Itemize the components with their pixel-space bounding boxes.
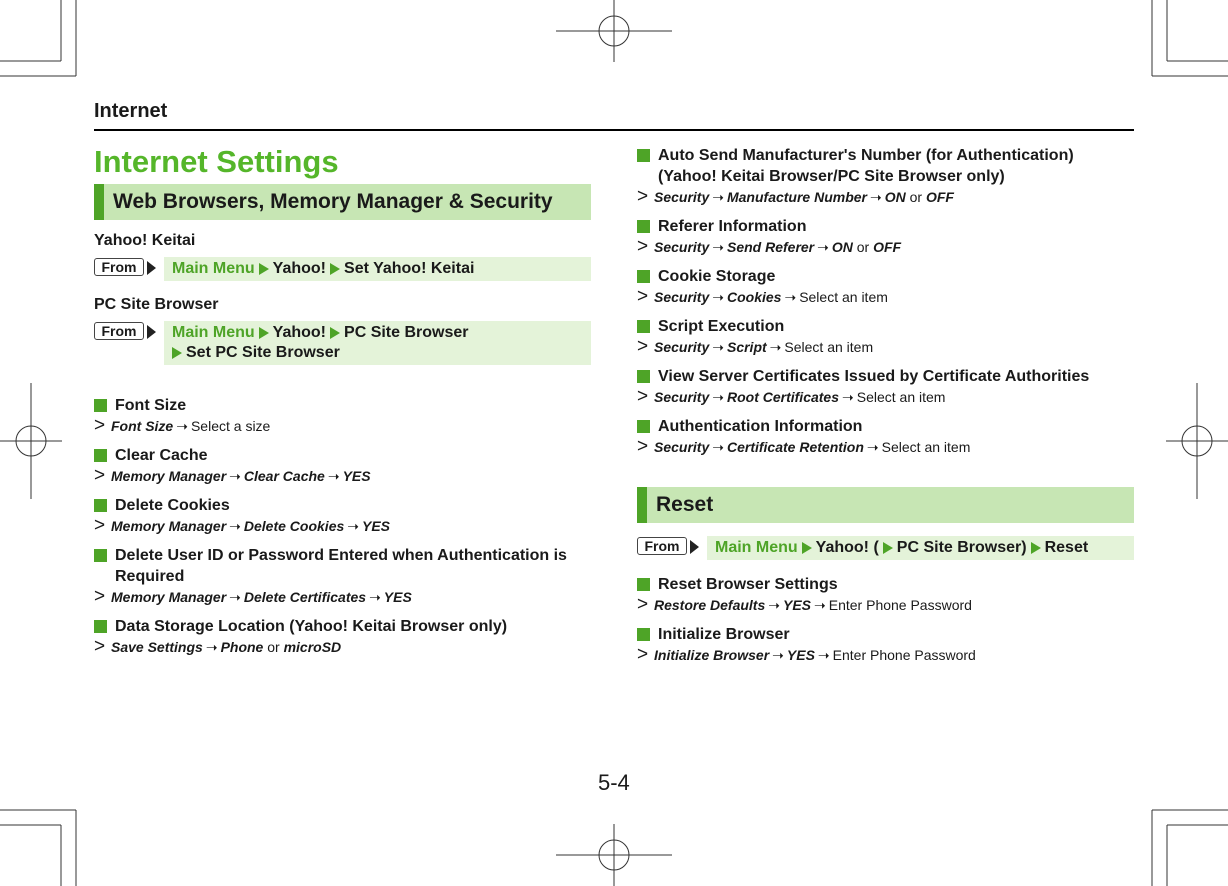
item-path (637, 287, 1134, 307)
arrow-right-icon: ➝ (229, 589, 241, 605)
path-key: Delete Cookies (243, 518, 345, 534)
path-key: Memory Manager (111, 518, 227, 534)
path-key: Send Referer (726, 239, 815, 255)
bullet-square-icon (94, 399, 107, 412)
from-arrow-icon (147, 261, 156, 275)
item-title: View Server Certificates Issued by Certificate Authorities (658, 368, 1090, 385)
path-key: Restore Defaults (654, 597, 766, 613)
item-title: Auto Send Manufacturer's Number (for Authentication) (Yahoo! Keitai Browser/PC Site Browser only) (658, 147, 1074, 185)
path-key: Memory Manager (111, 468, 227, 484)
arrow-right-icon: ➝ (768, 597, 780, 613)
path-key: Clear Cache (243, 468, 325, 484)
bullet-square-icon (94, 449, 107, 462)
route-step: PC Site Browser (344, 324, 469, 341)
arrow-right-icon: ➝ (229, 468, 241, 484)
item-title: Authentication Information (658, 418, 863, 435)
chevron-right-icon: > (94, 515, 106, 536)
item-path (94, 516, 591, 536)
right-column (637, 145, 1134, 665)
chevron-right-icon: > (637, 236, 649, 257)
triangle-right-icon (330, 263, 340, 275)
item-reset-browser (637, 574, 1134, 615)
triangle-right-icon (259, 327, 269, 339)
route-box (164, 321, 591, 365)
path-key: OFF (925, 189, 954, 205)
path-key: microSD (283, 639, 342, 655)
bullet-square-icon (637, 578, 650, 591)
path-text: Enter Phone Password (832, 647, 976, 663)
item-path (94, 587, 591, 607)
page-number: 5-4 (598, 770, 630, 795)
route-step: Yahoo! ( (815, 539, 879, 556)
heading-accent-bar (637, 487, 647, 523)
arrow-right-icon: ➝ (712, 239, 724, 255)
route-step: Yahoo! (272, 260, 327, 277)
heading-label: Web Browsers, Memory Manager & Security (113, 190, 553, 213)
item-path (94, 466, 591, 486)
triangle-right-icon (1031, 542, 1041, 554)
path-key: OFF (873, 239, 902, 255)
route-step: Main Menu (715, 539, 798, 556)
arrow-right-icon: ➝ (784, 289, 797, 305)
from-arrow-icon (147, 325, 156, 339)
bullet-square-icon (637, 220, 650, 233)
item-path (637, 595, 1134, 615)
item-path (94, 637, 591, 657)
yahoo-keitai-route (94, 257, 591, 281)
path-key: Security (654, 289, 710, 305)
route-step: Reset (1044, 539, 1089, 556)
arrow-right-icon: ➝ (712, 289, 724, 305)
path-text: or (909, 189, 923, 205)
item-clear-cache (94, 445, 591, 486)
path-key: Root Certificates (726, 389, 840, 405)
item-title: Delete User ID or Password Entered when Authentication is Required (115, 547, 567, 585)
item-script-execution (637, 316, 1134, 357)
path-text: Select an item (881, 439, 971, 455)
path-key: Memory Manager (111, 589, 227, 605)
chevron-right-icon: > (94, 586, 106, 607)
path-key: Security (654, 189, 710, 205)
route-box (707, 536, 1134, 560)
arrow-right-icon: ➝ (712, 189, 724, 205)
path-key: Script (726, 339, 767, 355)
bullet-square-icon (94, 620, 107, 633)
item-font-size (94, 395, 591, 436)
item-title: Referer Information (658, 218, 807, 235)
chevron-right-icon: > (637, 186, 649, 207)
web-browsers-heading (94, 184, 591, 220)
path-key: ON (884, 189, 906, 205)
arrow-right-icon: ➝ (712, 389, 724, 405)
path-key: Cookies (726, 289, 782, 305)
path-key: Security (654, 389, 710, 405)
path-text: Select an item (784, 339, 874, 355)
triangle-right-icon (172, 347, 182, 359)
item-delete-user-id (94, 545, 591, 607)
arrow-right-icon: ➝ (769, 339, 782, 355)
triangle-right-icon (330, 327, 340, 339)
path-text: Select an item (799, 289, 888, 305)
path-key: Save Settings (111, 639, 203, 655)
arrow-right-icon: ➝ (817, 647, 830, 663)
arrow-right-icon: ➝ (369, 589, 381, 605)
bullet-square-icon (637, 370, 650, 383)
path-key: YES (362, 518, 391, 534)
bullet-square-icon (637, 149, 650, 162)
arrow-right-icon: ➝ (176, 418, 188, 434)
arrow-right-icon: ➝ (327, 468, 340, 484)
path-key: YES (383, 589, 412, 605)
reset-heading (637, 487, 1134, 523)
path-key: Phone (220, 639, 264, 655)
item-delete-cookies (94, 495, 591, 536)
route-step: PC Site Browser) (896, 539, 1027, 556)
path-key: Initialize Browser (654, 647, 770, 663)
chevron-right-icon: > (94, 636, 106, 657)
bullet-square-icon (94, 499, 107, 512)
item-path (637, 387, 1134, 407)
arrow-right-icon: ➝ (866, 439, 879, 455)
path-key: Security (654, 439, 710, 455)
arrow-right-icon: ➝ (712, 439, 724, 455)
item-title: Cookie Storage (658, 268, 776, 285)
item-path (637, 645, 1134, 665)
page-title: Internet Settings (94, 144, 339, 179)
path-key: YES (783, 597, 812, 613)
path-key: ON (831, 239, 853, 255)
from-tab: From (637, 537, 687, 555)
item-cookie-storage (637, 266, 1134, 307)
item-initialize-browser (637, 624, 1134, 665)
arrow-right-icon: ➝ (842, 389, 854, 405)
path-key: YES (786, 647, 815, 663)
chevron-right-icon: > (94, 415, 106, 436)
chevron-right-icon: > (637, 386, 649, 407)
path-key: Certificate Retention (726, 439, 864, 455)
item-path (94, 416, 591, 436)
item-title: Font Size (115, 397, 187, 414)
heading-label: Reset (656, 493, 714, 516)
path-key: YES (342, 468, 371, 484)
path-key: Manufacture Number (726, 189, 868, 205)
path-text: or (267, 639, 280, 655)
arrow-right-icon: ➝ (205, 639, 218, 655)
from-tab: From (94, 258, 144, 276)
section-label: Internet (94, 100, 168, 122)
heading-accent-bar (94, 184, 104, 220)
pc-site-title: PC Site Browser (94, 296, 219, 313)
bullet-square-icon (637, 270, 650, 283)
header-rule (94, 129, 1134, 131)
item-data-storage (94, 616, 591, 657)
arrow-right-icon: ➝ (772, 647, 784, 663)
path-key: Security (654, 239, 710, 255)
item-authentication-info (637, 416, 1134, 457)
arrow-right-icon: ➝ (229, 518, 241, 534)
item-title: Reset Browser Settings (658, 576, 838, 593)
arrow-right-icon: ➝ (712, 339, 724, 355)
from-tab: From (94, 322, 144, 340)
route-step: Set Yahoo! Keitai (344, 260, 475, 277)
chevron-right-icon: > (637, 336, 649, 357)
item-title: Clear Cache (115, 447, 208, 464)
path-text: Enter Phone Password (828, 597, 972, 613)
bullet-square-icon (94, 549, 107, 562)
arrow-right-icon: ➝ (814, 597, 826, 613)
item-referer (637, 216, 1134, 257)
yahoo-keitai-title: Yahoo! Keitai (94, 232, 196, 249)
item-title: Script Execution (658, 318, 785, 335)
chevron-right-icon: > (637, 594, 649, 615)
triangle-right-icon (883, 542, 893, 554)
item-title: Initialize Browser (658, 626, 790, 643)
from-arrow-icon (690, 540, 699, 554)
chevron-right-icon: > (94, 465, 106, 486)
reset-route (637, 536, 1134, 560)
chevron-right-icon: > (637, 286, 649, 307)
triangle-right-icon (259, 263, 269, 275)
path-text: or (856, 239, 870, 255)
path-key: Security (654, 339, 710, 355)
bullet-square-icon (637, 320, 650, 333)
item-view-certificates (637, 366, 1134, 407)
triangle-right-icon (802, 542, 812, 554)
pc-site-route (94, 321, 591, 365)
route-step: Main Menu (172, 324, 255, 341)
bullet-square-icon (637, 420, 650, 433)
item-auto-send (637, 145, 1134, 207)
item-path (637, 337, 1134, 357)
path-text: Select a size (190, 418, 271, 434)
route-step: Main Menu (172, 260, 255, 277)
item-path (637, 437, 1134, 457)
item-title: Delete Cookies (115, 497, 230, 514)
arrow-right-icon: ➝ (347, 518, 359, 534)
arrow-right-icon: ➝ (870, 189, 882, 205)
item-path (637, 187, 1134, 207)
path-key: Font Size (111, 418, 174, 434)
chevron-right-icon: > (637, 644, 649, 665)
route-box (164, 257, 591, 281)
path-text: Select an item (856, 389, 946, 405)
route-step: Yahoo! (272, 324, 327, 341)
arrow-right-icon: ➝ (817, 239, 829, 255)
route-step: Set PC Site Browser (186, 344, 340, 361)
left-column (94, 184, 591, 657)
item-path (637, 237, 1134, 257)
chevron-right-icon: > (637, 436, 649, 457)
bullet-square-icon (637, 628, 650, 641)
item-title: Data Storage Location (Yahoo! Keitai Browser only) (115, 618, 508, 635)
path-key: Delete Certificates (243, 589, 367, 605)
